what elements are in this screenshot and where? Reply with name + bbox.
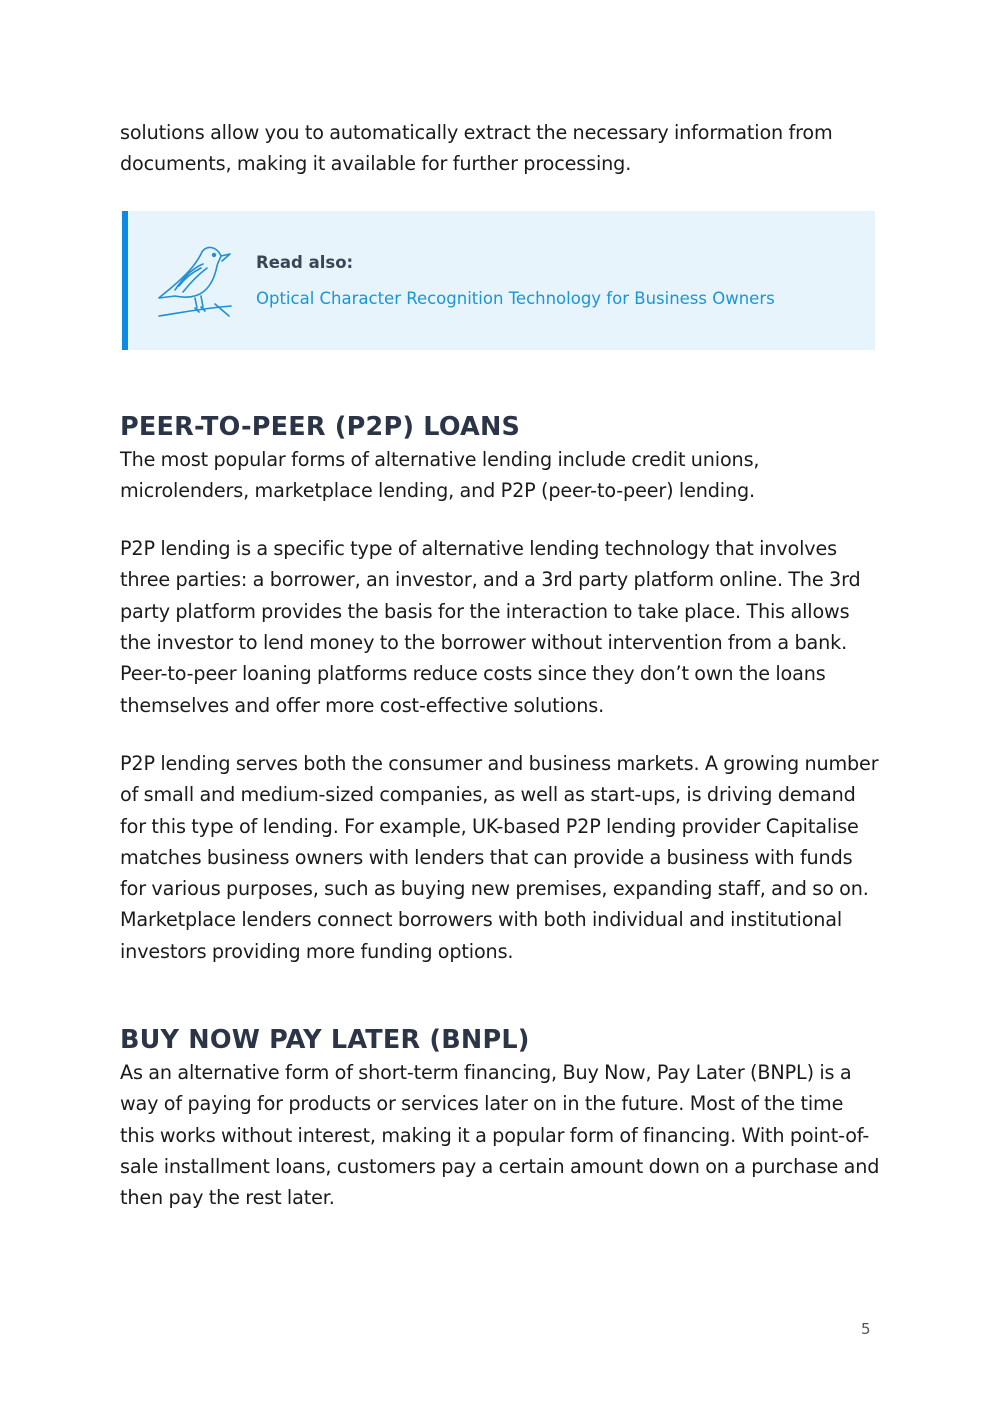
bnpl-paragraph-1: As an alternative form of short-term financing, Buy Now, Pay Later (BNPL) is a way of paying for products or services later on in the future. Most of the time this works without interest, making it a popular form of financing. With point-of-sale installment loans, customers pay a certain amount down on a purchase and then pay the rest later.: [120, 1061, 880, 1210]
p2p-paragraph-2: P2P lending is a specific type of alternative lending technology that involves three parties: a borrower, an investor, and a 3rd party platform online. The 3rd party platform provides the basis for the interaction to take place. This allows the investor to lend money to the borrower without intervention from a bank. Peer-to-peer loaning platforms reduce costs since they don’t own the loans themselves and offer more cost-effective solutions.: [120, 537, 861, 717]
read-also-label: Read also:: [256, 252, 354, 272]
p2p-paragraph-1: The most popular forms of alternative lending include credit unions, microlenders, marketplace lending, and P2P (peer-to-peer) lending.: [120, 447, 760, 502]
section-title-bnpl: BUY NOW PAY LATER (BNPL): [120, 1025, 530, 1056]
read-also-link[interactable]: Optical Character Recognition Technology for Business Owners: [256, 288, 775, 308]
read-also-callout: [122, 211, 875, 350]
p2p-paragraph-3: P2P lending serves both the consumer and business markets. A growing number of small and medium-sized companies, as well as start-ups, is driving demand for this type of lending. For example, UK-based P2P lending provider Capitalise matches business owners with lenders that can provide a business with funds for various purposes, such as buying new premises, expanding staff, and so on. Marketplace lenders connect borrowers with both individual and institutional investors providing more funding options.: [120, 751, 879, 963]
section-title-p2p-loans: PEER-TO-PEER (P2P) LOANS: [120, 411, 521, 442]
page-number: 5: [861, 1320, 871, 1338]
page-content: [120, 117, 880, 1214]
intro-paragraph: solutions allow you to automatically extract the necessary information from documents, making it available for further processing.: [120, 121, 833, 176]
bird-icon: [155, 242, 235, 320]
